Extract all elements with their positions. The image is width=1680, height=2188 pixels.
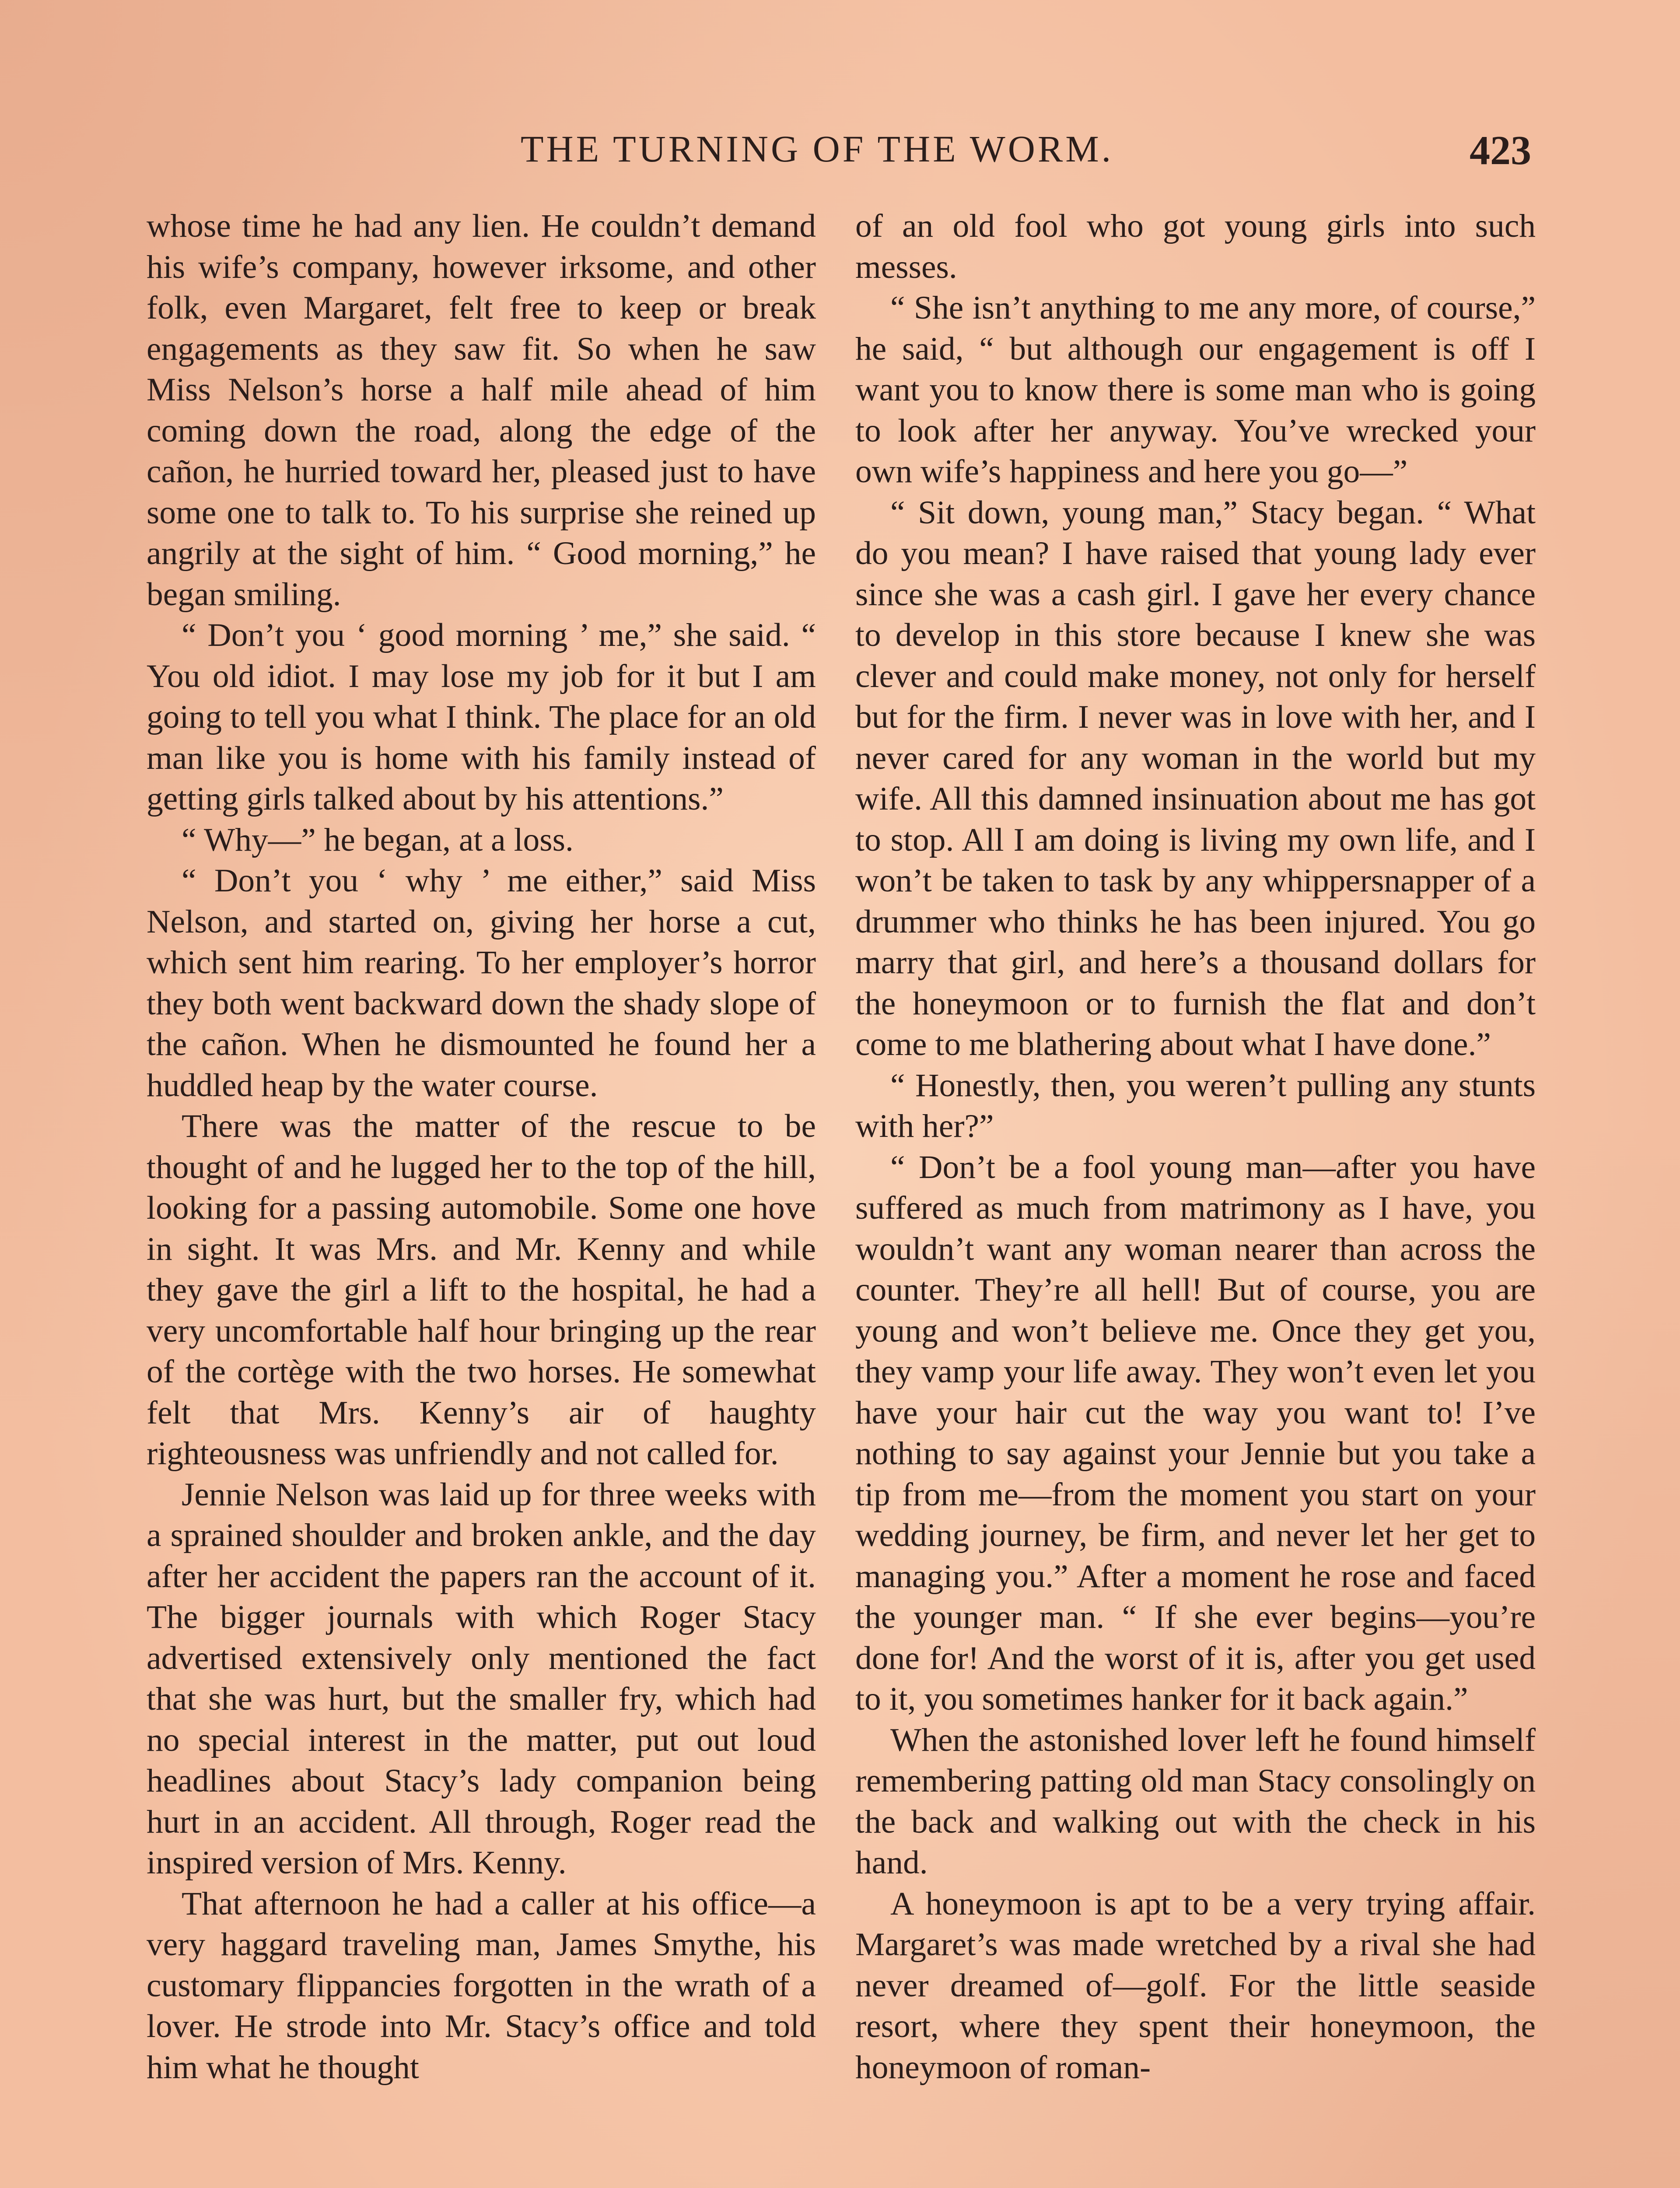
paragraph: “ Why—” he began, at a loss. xyxy=(182,821,574,858)
left-text-column xyxy=(147,206,816,2088)
paragraph: That afternoon he had a caller at his office—a very haggard traveling man, James Smythe, his customary flippancies forgotten in the wrath of a lover. He strode into Mr. Stacy’s office and told him what he thought xyxy=(147,1885,816,2086)
page-number: 423 xyxy=(1470,128,1531,173)
paragraph: “ Honestly, then, you weren’t pulling any stunts with her?” xyxy=(855,1067,1536,1144)
paragraph: whose time he had any lien. He couldn’t demand his wife’s company, however irksome, and other folk, even Margaret, felt free to keep or break engagements as they saw fit. So when he saw Miss Nelson’s horse a half mile ahead of him coming down the road, along the edge of the cañon, he hurried toward her, pleased just to have some one to talk to. To his surprise she reined up angrily at the sight of him. “ Good morning,” he began smiling. xyxy=(147,208,816,613)
paragraph: “ Don’t be a fool young man—after you have suffered as much from matrimony as I have, you wouldn’t want any woman nearer than across the counter. They’re all hell! But of course, you are young and won’t believe me. Once they get you, they vamp your life away. They won’t even let you have your hair cut the way you want to! I’ve nothing to say against your Jennie but you take a tip from me—from the moment you start on your wedding journey, be firm, and never let her get to managing you.” After a moment he rose and faced the younger man. “ If she ever begins—you’re done for! And the worst of it is, after you get used to it, you sometimes hanker for it back again.” xyxy=(855,1149,1536,1717)
paragraph: of an old fool who got young girls into such messes. xyxy=(855,208,1536,285)
paragraph: “ Sit down, young man,” Stacy began. “ What do you mean? I have raised that young lady ever since she was a cash girl. I gave her every chance to develop in this store because I knew she was clever and could make money, not only for herself but for the firm. I never was in love with her, and I never cared for any woman in the world but my wife. All this damned insinuation about me has got to stop. All I am doing is living my own life, and I won’t be taken to task by any whippersnapper of a drummer who thinks he has been injured. You go marry that girl, and here’s a thousand dollars for the honeymoon or to furnish the flat and don’t come to me blathering about what I have done.” xyxy=(855,494,1536,1062)
paragraph: There was the matter of the rescue to be thought of and he lugged her to the top of the hill, looking for a passing automobile. Some one hove in sight. It was Mrs. and Mr. Kenny and while they gave the girl a lift to the hospital, he had a very uncomfortable half hour bringing up the rear of the cortège with the two horses. He somewhat felt that Mrs. Kenny’s air of haughty righteousness was unfriendly and not called for. xyxy=(147,1108,816,1472)
paragraph: “ Don’t you ‘ good morning ’ me,” she said. “ You old idiot. I may lose my job for it but I am going to tell you what I think. The place for an old man like you is home with his family instead of getting girls talked about by his attentions.” xyxy=(147,617,816,817)
paragraph: “ Don’t you ‘ why ’ me either,” said Miss Nelson, and started on, giving her horse a cut, which sent him rearing. To her employer’s horror they both went backward down the shady slope of the cañon. When he dismounted he found her a huddled heap by the water course. xyxy=(147,863,816,1104)
paragraph: Jennie Nelson was laid up for three weeks with a sprained shoulder and broken ankle, and the day after her accident the papers ran the account of it. The bigger journals with which Roger Stacy advertised extensively only mentioned the fact that she was hurt, but the smaller fry, which had no special interest in the matter, put out loud headlines about Stacy’s lady companion being hurt in an accident. All through, Roger read the inspired version of Mrs. Kenny. xyxy=(147,1476,816,1881)
paragraph: A honeymoon is apt to be a very trying affair. Margaret’s was made wretched by a rival she had never dreamed of—golf. For the little seaside resort, where they spent their honeymoon, the honeymoon of roman- xyxy=(855,1885,1536,2086)
right-text-column xyxy=(855,206,1536,2088)
running-title: THE TURNING OF THE WORM. xyxy=(521,128,1114,170)
paragraph: When the astonished lover left he found himself remembering patting old man Stacy consolingly on the back and walking out with the check in his hand. xyxy=(855,1722,1536,1881)
paragraph: “ She isn’t anything to me any more, of course,” he said, “ but although our engagement is off I want you to know there is some man who is going to look after her anyway. You’ve wrecked your own wife’s happiness and here you go—” xyxy=(855,290,1536,490)
